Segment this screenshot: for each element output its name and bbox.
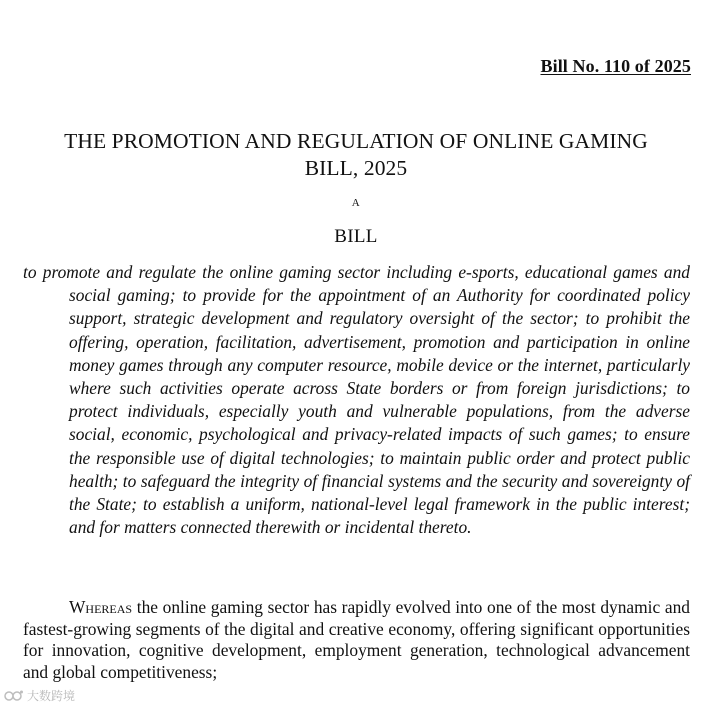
whereas-lead: Whereas bbox=[69, 597, 133, 617]
bill-title-line-1: THE PROMOTION AND REGULATION OF ONLINE GAMING bbox=[64, 129, 648, 153]
whereas-clause bbox=[23, 597, 690, 683]
bill-title bbox=[0, 128, 712, 182]
watermark-text: 大数跨境 bbox=[27, 689, 76, 703]
watermark bbox=[4, 687, 75, 704]
article-a: A bbox=[351, 197, 361, 209]
bill-number: Bill No. 110 of 2025 bbox=[540, 56, 691, 76]
whereas-text: the online gaming sector has rapidly evolved into one of the most dynamic and fastest-growing segments of the digital and creative economy, offering significant opportunities for innovation, cognitive development, employment generation, technological advancement and global competitiveness; bbox=[23, 597, 690, 682]
bill-preamble: to promote and regulate the online gaming sector including e-sports, educational games and social gaming; to provide for the appointment of an Authority for coordinated policy support, strategic development and regulatory oversight of the sector; to prohibit the offering, operation, facilitation, advertisement, promotion and participation in online money games through any computer resource, mobile device or the internet, particularly where such activities operate across State borders or from foreign jurisdictions; to protect individuals, especially youth and vulnerable populations, from the adverse social, economic, psychological and privacy-related impacts of such games; to ensure the responsible use of digital technologies; to maintain public order and protect public health; to safeguard the integrity of financial systems and the security and sovereignty of the State; to establish a uniform, national-level legal framework in the public interest; and for matters connected therewith or incidental thereto. bbox=[23, 262, 690, 538]
share-logo-icon bbox=[4, 689, 24, 703]
bill-title-line-2: BILL, 2025 bbox=[304, 156, 408, 180]
bill-heading: BILL bbox=[334, 226, 378, 247]
